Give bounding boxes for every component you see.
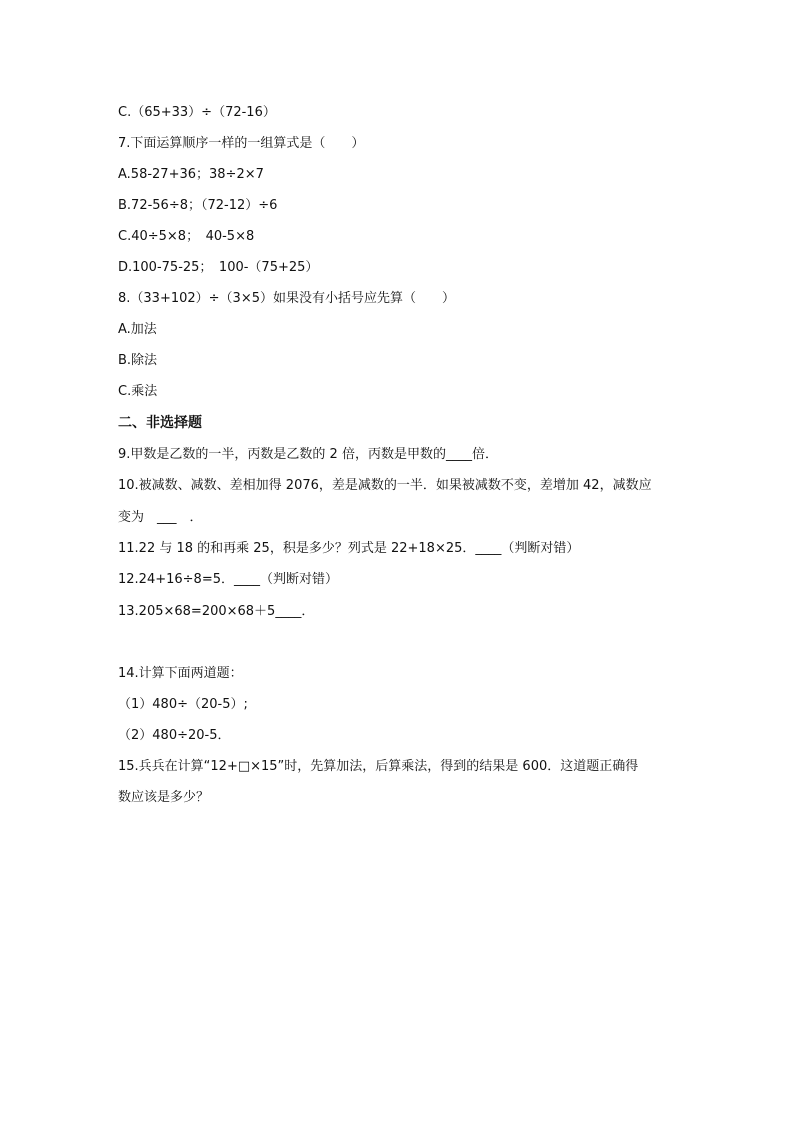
option-d-q7: D.100-75-25； 100-（75+25） [118, 260, 319, 275]
question-9: 9.甲数是乙数的一半，丙数是乙数的 2 倍，丙数是甲数的____倍． [118, 447, 498, 462]
option-c-q8: C.乘法 [118, 384, 158, 399]
question-8: 8.（33+102）÷（3×5）如果没有小括号应先算（ ） [118, 291, 455, 306]
question-14-part-1: （1）480÷（20-5）; [118, 697, 248, 712]
question-10: 10.被减数、减数、差相加得 2076，差是减数的一半．如果被减数不变，差增加 42，减数应 [118, 478, 652, 493]
section-heading: 二、非选择题 [118, 415, 202, 431]
option-c-q7: C.40÷5×8； 40-5×8 [118, 229, 255, 244]
option-c-q6: C.（65+33）÷（72-16） [118, 105, 276, 120]
question-14-part-2: （2）480÷20-5． [118, 728, 231, 743]
question-10-continued: 变为 ___ ． [118, 510, 203, 525]
question-15-continued: 数应该是多少？ [118, 790, 210, 805]
question-12: 12.24+16÷8=5．____（判断对错） [118, 572, 338, 587]
option-a-q7: A.58-27+36；38÷2×7 [118, 167, 264, 182]
option-b-q8: B.除法 [118, 353, 158, 368]
question-13: 13.205×68=200×68＋5____． [118, 604, 315, 619]
option-b-q7: B.72-56÷8；（72-12）÷6 [118, 198, 278, 213]
question-15: 15.兵兵在计算“12+□×15”时，先算加法，后算乘法，得到的结果是 600．这道题正确得 [118, 759, 639, 774]
question-7: 7.下面运算顺序一样的一组算式是（ ） [118, 136, 365, 151]
option-a-q8: A.加法 [118, 322, 157, 337]
question-11: 11.22 与 18 的和再乘 25，积是多少？列式是 22+18×25．____（判断对错） [118, 541, 580, 556]
question-14: 14.计算下面两道题： [118, 666, 243, 681]
